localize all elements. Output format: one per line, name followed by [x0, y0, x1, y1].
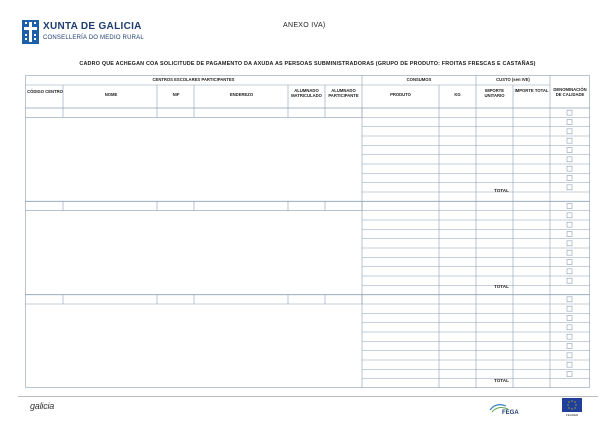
col-header-code: CÓDIGO CENTRO: [27, 89, 63, 94]
col-header-quality: DENOMINACIÓN DE CALIDADE: [553, 87, 587, 97]
fega-logo-text: FEGA: [502, 410, 519, 416]
eu-caption: FEADER: [566, 413, 579, 417]
group-header-consumption: CONSUMOS: [406, 77, 432, 82]
org-department: CONSELLERÍA DO MEDIO RURAL: [43, 35, 144, 41]
quality-checkbox[interactable]: [567, 222, 572, 227]
supplier-table: [25, 75, 590, 388]
quality-checkbox[interactable]: [567, 213, 572, 218]
quality-checkbox[interactable]: [567, 362, 572, 367]
quality-checkbox[interactable]: [567, 185, 572, 190]
quality-checkbox[interactable]: [567, 297, 572, 302]
quality-checkbox[interactable]: [567, 204, 572, 209]
col-header-total-amount: IMPORTE TOTAL: [514, 88, 549, 93]
quality-checkbox[interactable]: [567, 334, 572, 339]
col-header-kg: KG: [454, 92, 461, 97]
quality-checkbox[interactable]: [567, 120, 572, 125]
quality-checkbox[interactable]: [567, 353, 572, 358]
col-header-name: NOME: [104, 92, 118, 97]
col-header-nif: NIF: [172, 92, 180, 97]
quality-checkbox[interactable]: [567, 232, 572, 237]
table-grid: [25, 75, 590, 388]
quality-checkbox[interactable]: [567, 129, 572, 134]
col-header-enrolled: ALUMNADO MATRICULADO: [291, 88, 322, 98]
quality-checkbox[interactable]: [567, 278, 572, 283]
quality-checkbox[interactable]: [567, 166, 572, 171]
quality-checkbox[interactable]: [567, 325, 572, 330]
footer-divider: [18, 396, 598, 397]
quality-checkbox[interactable]: [567, 157, 572, 162]
galicia-logo: galicia: [30, 401, 55, 411]
quality-checkbox[interactable]: [567, 269, 572, 274]
group-header-cost: CUSTO (sen IVE): [496, 77, 530, 82]
col-header-address: ENDEREZO: [229, 92, 254, 97]
quality-checkbox[interactable]: [567, 260, 572, 265]
quality-checkbox[interactable]: [567, 316, 572, 321]
total-label-1: TOTAL: [494, 188, 509, 193]
col-header-product: PRODUTO: [390, 92, 411, 97]
group-header-schools: CENTROS ESCOLARES PARTICIPANTES: [152, 77, 235, 82]
eu-flag-icon: [562, 398, 582, 412]
quality-checkbox[interactable]: [567, 306, 572, 311]
col-header-participant: ALUMNADO PARTICIPANTE: [328, 88, 359, 98]
org-name: XUNTA DE GALICIA: [43, 21, 142, 32]
total-label-3: TOTAL: [494, 378, 509, 383]
fega-logo-icon: [488, 400, 532, 416]
page-title: CADRO QUE ACHEGAN COA SOLICITUDE DE PAGAMENTO DA AXUDA AS PERSOAS SUBMINISTRADORAS (GRUPO DE PRODUTO: FROITAS FRESCAS E CASTAÑAS): [79, 61, 536, 67]
table-border: [26, 76, 590, 388]
col-header-unit-amount: IMPORTE UNITARIO: [484, 88, 505, 98]
quality-checkbox[interactable]: [567, 110, 572, 115]
quality-checkbox[interactable]: [567, 176, 572, 181]
xunta-logo-icon: [22, 20, 39, 44]
quality-checkbox[interactable]: [567, 250, 572, 255]
quality-checkbox[interactable]: [567, 372, 572, 377]
quality-checkbox[interactable]: [567, 241, 572, 246]
annex-label: ANEXO IVA): [283, 22, 326, 29]
total-label-2: TOTAL: [494, 284, 509, 289]
quality-checkbox[interactable]: [567, 138, 572, 143]
quality-checkbox[interactable]: [567, 148, 572, 153]
quality-checkbox[interactable]: [567, 344, 572, 349]
